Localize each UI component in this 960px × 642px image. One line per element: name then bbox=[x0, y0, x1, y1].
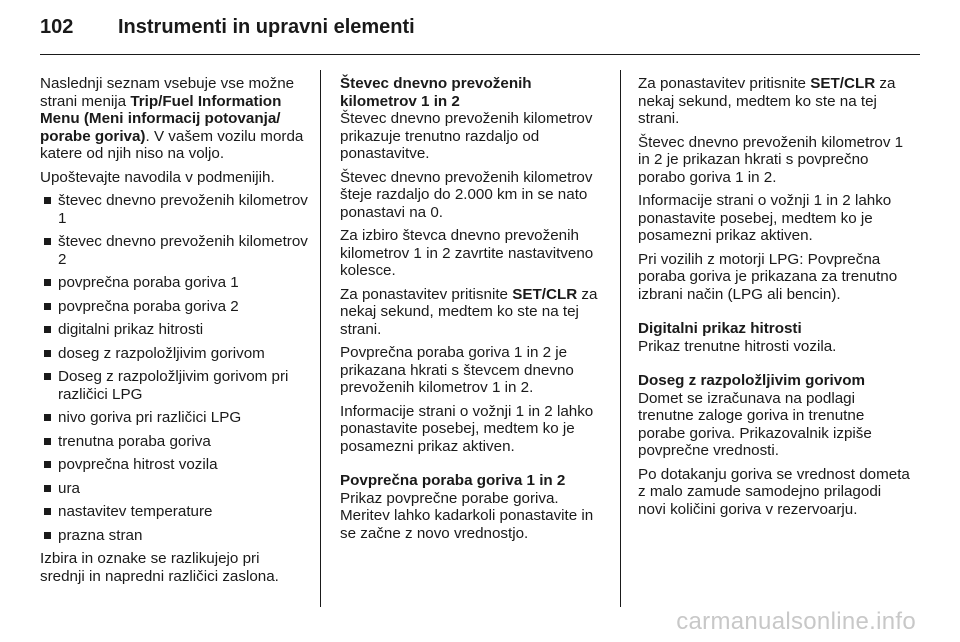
column-divider-1 bbox=[320, 70, 321, 607]
bullet-icon bbox=[44, 485, 51, 492]
column-1 bbox=[40, 75, 308, 591]
paragraph: Po dotakanju goriva se vrednost dometa z malo zamude samodejno prilagodi novi količini goriva v rezervoarju. bbox=[638, 465, 910, 518]
set-clr-label: SET/CLR bbox=[810, 75, 876, 92]
section-heading-trip-odometer: Števec dnevno prevoženih kilometrov 1 in 2 bbox=[340, 75, 532, 110]
intro-paragraph bbox=[40, 75, 308, 163]
section-heading-digital-speed: Digitalni prikaz hitrosti bbox=[638, 320, 802, 337]
section-heading-average-consumption: Povprečna poraba goriva 1 in 2 bbox=[340, 472, 566, 489]
bullet-icon bbox=[44, 279, 51, 286]
bullet-icon bbox=[44, 373, 51, 380]
paragraph: Informacije strani o vožnji 1 in 2 lahko ponastavite posebej, medtem ko je posamezni prikaz aktiven. bbox=[340, 402, 594, 455]
submenu-note: Upoštevajte navodila v podmenijih. bbox=[40, 168, 275, 186]
list-item bbox=[40, 480, 308, 498]
bullet-icon bbox=[44, 508, 51, 515]
section-heading-range: Doseg z razpoložljivim gorivom bbox=[638, 372, 866, 389]
bullet-icon bbox=[44, 197, 51, 204]
list-item bbox=[40, 527, 308, 545]
list-item-label: trenutna poraba goriva bbox=[58, 432, 211, 450]
column-divider-2 bbox=[620, 70, 621, 607]
page-number: 102 bbox=[40, 16, 74, 38]
watermark: carmanualsonline.info bbox=[676, 608, 916, 635]
header-rule bbox=[40, 54, 920, 55]
reset-text: Za ponastavitev pritisnite bbox=[340, 285, 513, 303]
footer-paragraph: Izbira in oznake se razlikujejo pri srednji in napredni različici zaslona. bbox=[40, 550, 279, 585]
column-2 bbox=[340, 75, 608, 548]
set-clr-label: SET/CLR bbox=[512, 285, 578, 303]
list-item bbox=[40, 345, 308, 363]
list-item-label: digitalni prikaz hitrosti bbox=[58, 321, 204, 338]
paragraph: Domet se izračunava na podlagi trenutne zaloge goriva in trenutne porabe goriva. Prikazovalnik izpiše povprečne vrednosti. bbox=[638, 389, 872, 459]
paragraph: Pri vozilih z motorji LPG: Povprečna poraba goriva je prikazana za trenutno izbrani način (LPG ali bencin). bbox=[638, 250, 898, 303]
list-item bbox=[40, 368, 308, 403]
paragraph: Števec dnevno prevoženih kilometrov šteje razdaljo do 2.000 km in se nato ponastavi na 0. bbox=[340, 168, 593, 221]
paragraph: Za izbiro števca dnevno prevoženih kilometrov 1 in 2 zavrtite nastavitveno kolesce. bbox=[340, 227, 594, 279]
list-item bbox=[40, 433, 308, 451]
menu-pages-list bbox=[40, 192, 308, 544]
paragraph: Števec dnevno prevoženih kilometrov prikazuje trenutno razdaljo od ponastavitve. bbox=[340, 110, 593, 162]
paragraph: Prikaz povprečne porabe goriva. Meritev lahko kadarkoli ponastavite in se začne z novo vrednostjo. bbox=[340, 489, 594, 542]
bullet-icon bbox=[44, 350, 51, 357]
intro-tail: . V vašem vozilu morda katere od njih niso na voljo. bbox=[40, 127, 304, 162]
reset-paragraph bbox=[340, 286, 608, 339]
bullet-icon bbox=[44, 326, 51, 333]
bullet-icon bbox=[44, 438, 51, 445]
paragraph: Informacije strani o vožnji 1 in 2 lahko ponastavite posebej, medtem ko je posamezni prikaz aktiven. bbox=[638, 192, 892, 244]
list-item-label: povprečna hitrost vozila bbox=[58, 456, 218, 473]
menu-name: Trip/Fuel Information Menu (Meni informacij potovanja/ porabe goriva) bbox=[40, 92, 282, 145]
reset-tail: za nekaj sekund, medtem ko ste na tej strani. bbox=[638, 75, 896, 127]
reset-text: Za ponastavitev pritisnite bbox=[638, 75, 811, 92]
list-item bbox=[40, 409, 308, 427]
reset-paragraph bbox=[638, 75, 913, 128]
list-item-label: prazna stran bbox=[58, 526, 143, 544]
list-item-label: ura bbox=[58, 479, 80, 497]
bullet-icon bbox=[44, 461, 51, 468]
paragraph: Povprečna poraba goriva 1 in 2 je prikazana hkrati s števcem dnevno prevoženih kilometrov 1 in 2. bbox=[340, 344, 574, 396]
paragraph: Števec dnevno prevoženih kilometrov 1 in 2 je prikazan hkrati s povprečno porabo goriva 1 in 2. bbox=[638, 133, 904, 186]
list-item bbox=[40, 321, 308, 339]
column-3 bbox=[638, 75, 913, 524]
list-item bbox=[40, 456, 308, 474]
bullet-icon bbox=[44, 414, 51, 421]
list-item-label: doseg z razpoložljivim gorivom bbox=[58, 344, 265, 362]
list-item bbox=[40, 233, 308, 268]
list-item-label: povprečna poraba goriva 1 bbox=[58, 274, 239, 291]
bullet-icon bbox=[44, 303, 51, 310]
list-item-label: Doseg z razpoložljivim gorivom pri različici LPG bbox=[58, 368, 289, 403]
list-item bbox=[40, 192, 308, 227]
page-title: Instrumenti in upravni elementi bbox=[118, 16, 415, 38]
reset-tail: za nekaj sekund, medtem ko ste na tej strani. bbox=[340, 285, 598, 338]
list-item-label: števec dnevno prevoženih kilometrov 2 bbox=[58, 233, 308, 268]
list-item-label: nastavitev temperature bbox=[58, 503, 213, 520]
list-item bbox=[40, 503, 308, 521]
list-item bbox=[40, 274, 308, 292]
list-item-label: povprečna poraba goriva 2 bbox=[58, 297, 239, 315]
list-item-label: nivo goriva pri različici LPG bbox=[58, 409, 242, 426]
paragraph: Prikaz trenutne hitrosti vozila. bbox=[638, 337, 837, 355]
bullet-icon bbox=[44, 238, 51, 245]
page-header bbox=[40, 16, 415, 46]
list-item-label: števec dnevno prevoženih kilometrov 1 bbox=[58, 192, 308, 227]
bullet-icon bbox=[44, 532, 51, 539]
intro-text: Naslednji seznam vsebuje vse možne strani menija bbox=[40, 75, 295, 110]
list-item bbox=[40, 298, 308, 316]
